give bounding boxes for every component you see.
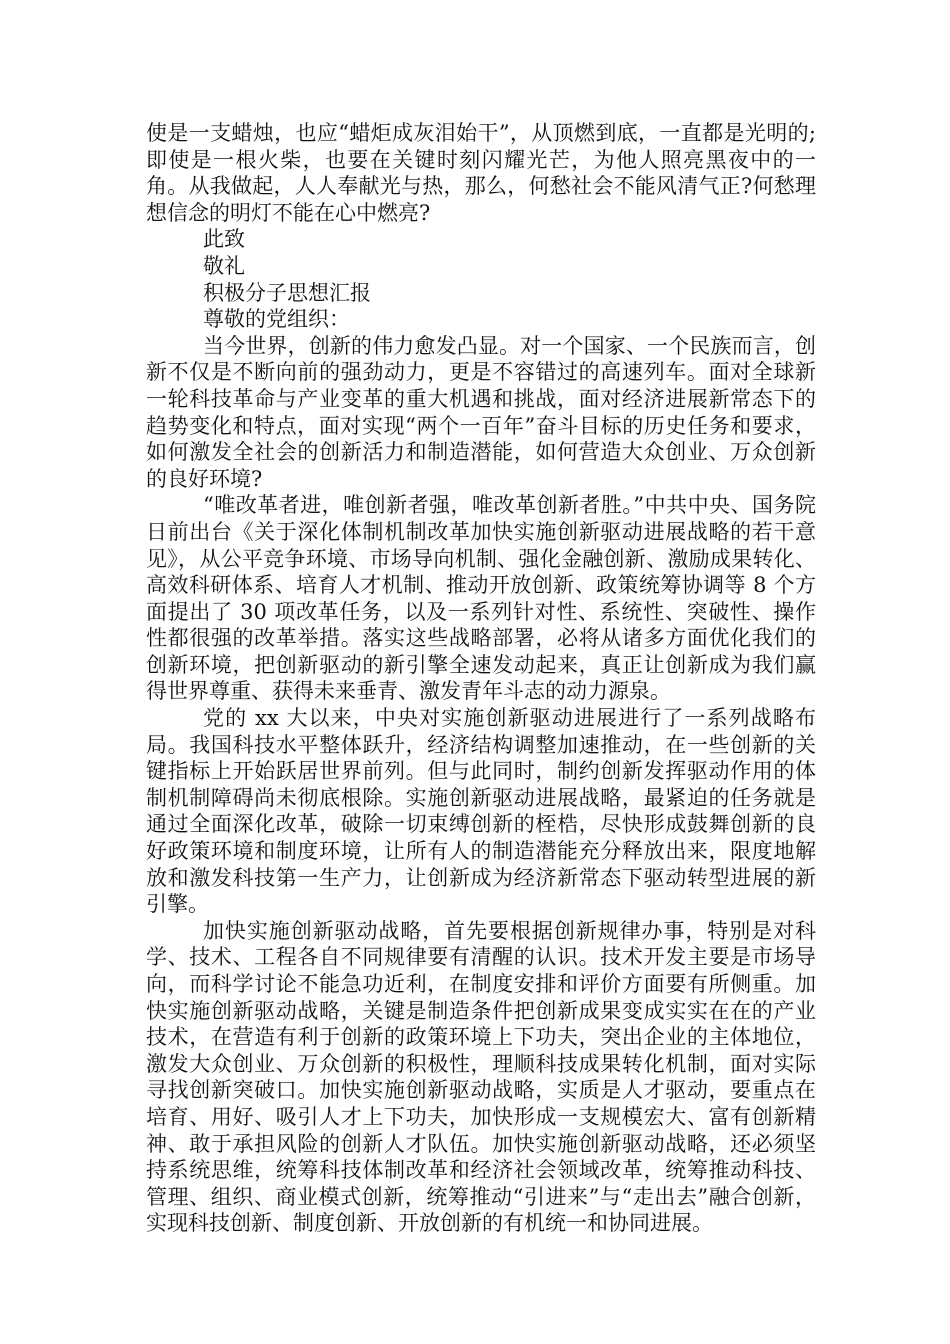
document-body bbox=[146, 120, 816, 1237]
paragraph-innovation-intro: 当今世界，创新的伟力愈发凸显。对一个国家、一个民族而言，创新不仅是不断向前的强劲动力，更是不容错过的高速列车。面对全球新一轮科技革命与产业变革的重大机遇和挑战，面对经济进展新常态下的趋势变化和特点，面对实现“两个一百年”奋斗目标的历史任务和要求，如何激发全社会的创新活力和制造潜能，如何营造大众创业、万众创新的良好环境? bbox=[146, 333, 816, 491]
paragraph-reform-opinions: “唯改革者进，唯创新者强，唯改革创新者胜。”中共中央、国务院日前出台《关于深化体制机制改革加快实施创新驱动进展战略的若干意见》，从公平竞争环境、市场导向机制、强化金融创新、激励成果转化、高效科研体系、培育人才机制、推动开放创新、政策统筹协调等 8 个方面提出了 30 项改革任务，以及一系列针对性、系统性、突破性、操作性都很强的改革举措。落实这些战略部署，必将从诸多方面优化我们的创新环境，把创新驱动的新引擎全速发动起来，真正让创新成为我们赢得世界尊重、获得未来垂青、激发青年斗志的动力源泉。 bbox=[146, 493, 816, 704]
paragraph-continuation: 使是一支蜡烛，也应“蜡炬成灰泪始干”，从顶燃到底，一直都是光明的;即使是一根火柴，也要在关键时刻闪耀光芒，为他人照亮黑夜中的一角。从我做起，人人奉献光与热，那么，何愁社会不能风清气正?何愁理想信念的明灯不能在心中燃亮? bbox=[146, 121, 816, 225]
greeting: 尊敬的党组织： bbox=[203, 307, 350, 332]
closing-salutation: 此致 bbox=[203, 227, 245, 252]
paragraph-strategy-layout: 党的 xx 大以来，中央对实施创新驱动进展进行了一系列战略布局。我国科技水平整体跃升，经济结构调整加速推动，在一些创新的关键指标上开始跃居世界前列。但与此同时，制约创新发挥驱动作用的体制机制障碍尚未彻底根除。实施创新驱动进展战略，最紧迫的任务就是通过全面深化改革，破除一切束缚创新的桎梏，尽快形成鼓舞创新的良好政策环境和制度环境，让所有人的制造潜能充分释放出来，限度地解放和激发科技第一生产力，让创新成为经济新常态下驱动转型进展的新引擎。 bbox=[146, 706, 816, 917]
closing-regards: 敬礼 bbox=[203, 253, 245, 278]
paragraph-implementation: 加快实施创新驱动战略，首先要根据创新规律办事，特别是对科学、技术、工程各自不同规律要有清醒的认识。技术开发主要是市场导向，而科学讨论不能急功近利，在制度安排和评价方面要有所侧重。加快实施创新驱动战略，关键是制造条件把创新成果变成实实在在的产业技术，在营造有利于创新的政策环境上下功夫，突出企业的主体地位，激发大众创业、万众创新的积极性，理顺科技成果转化机制，面对实际寻找创新突破口。加快实施创新驱动战略，实质是人才驱动，要重点在培育、用好、吸引人才上下功夫，加快形成一支规模宏大、富有创新精神、敢于承担风险的创新人才队伍。加快实施创新驱动战略，还必须坚持系统思维，统筹科技体制改革和经济社会领域改革，统筹推动科技、管理、组织、商业模式创新，统筹推动“引进来”与“走出去”融合创新，实现科技创新、制度创新、开放创新的有机统一和协同进展。 bbox=[146, 918, 816, 1236]
report-title: 积极分子思想汇报 bbox=[203, 280, 371, 305]
